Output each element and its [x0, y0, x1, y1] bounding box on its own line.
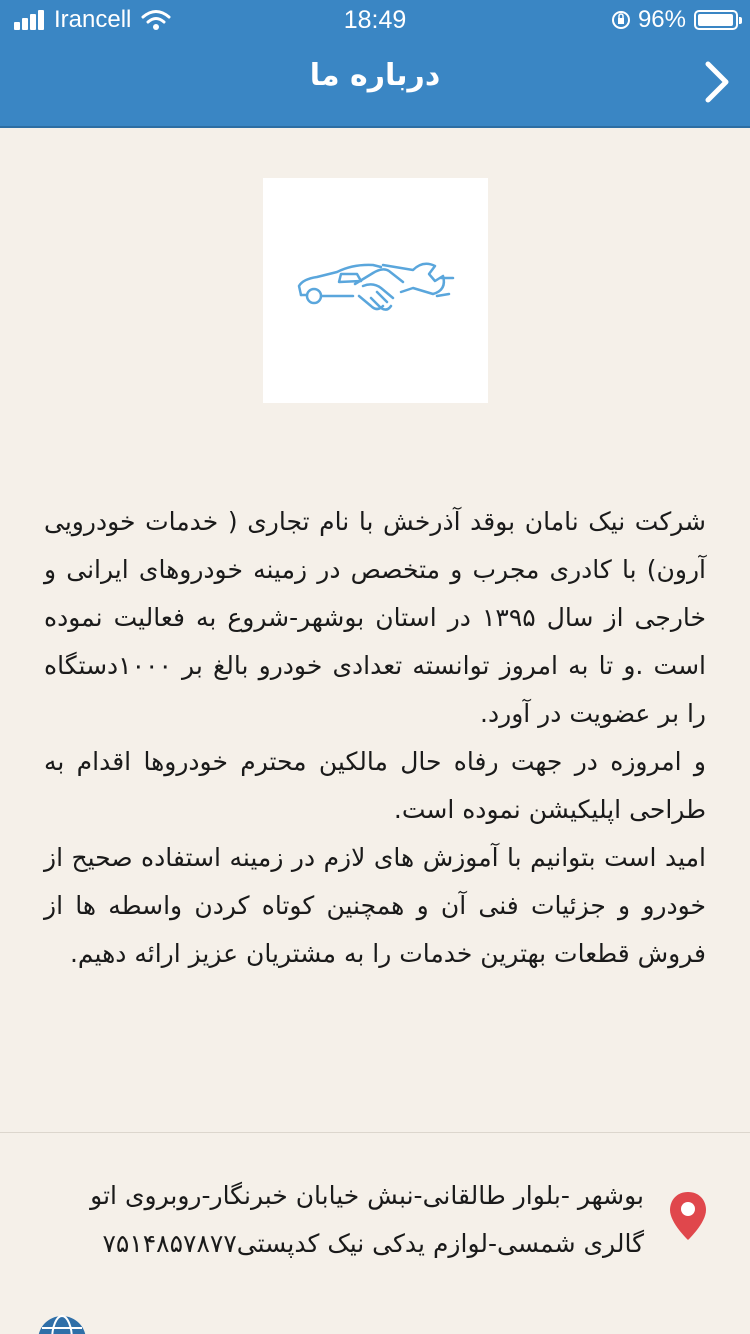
carrier-name: Irancell: [54, 6, 132, 33]
divider: [0, 1132, 750, 1133]
page-title: درباره ما: [309, 58, 441, 93]
about-paragraph: شرکت نیک نامان بوقد آذرخش با نام تجاری ( خدمات خودرویی آرون) با کادری مجرب و متخصص در زمینه خودروهای ایرانی و خارجی از سال ۱۳۹۵ در استان بوشهر-شروع به فعالیت نموده است .و تا به امروز توانسته تعدادی خودرو بالغ بر ۱۰۰۰دستگاه را بر عضویت در آورد.: [44, 507, 706, 728]
back-button[interactable]: [696, 58, 736, 106]
about-paragraph: امید است بتوانیم با آموزش های لازم در زمینه استفاده صحیح از خودرو و جزئیات فنی آن و همچنین کوتاه کردن واسطه ها از فروش قطعات بهترین خدمات را به مشتریان عزیز ارائه دهیم.: [44, 843, 706, 968]
status-time: 18:49: [343, 6, 407, 34]
status-bar: [0, 0, 750, 40]
car-wrench-handshake-logo: [263, 178, 488, 403]
battery-percent: 96%: [637, 6, 686, 33]
globe-icon[interactable]: [36, 1314, 88, 1334]
chevron-right-icon: [696, 58, 736, 106]
battery-icon: [694, 10, 738, 30]
company-logo: [263, 178, 488, 403]
app-header: [0, 0, 750, 128]
address-text[interactable]: بوشهر -بلوار طالقانی-نبش خیابان خبرنگار-روبروی اتو گالری شمسی-لوازم یدکی نیک کدپستی۷۵۱۴۸۵۷۸۷۷: [90, 1181, 644, 1258]
about-paragraph: و امروزه در جهت رفاه حال مالکین محترم خودروها اقدام به طراحی اپلیکیشن نموده است.: [44, 747, 706, 824]
orientation-lock-icon: [610, 9, 632, 31]
about-text: [44, 498, 706, 978]
location-pin-icon[interactable]: [668, 1190, 708, 1242]
